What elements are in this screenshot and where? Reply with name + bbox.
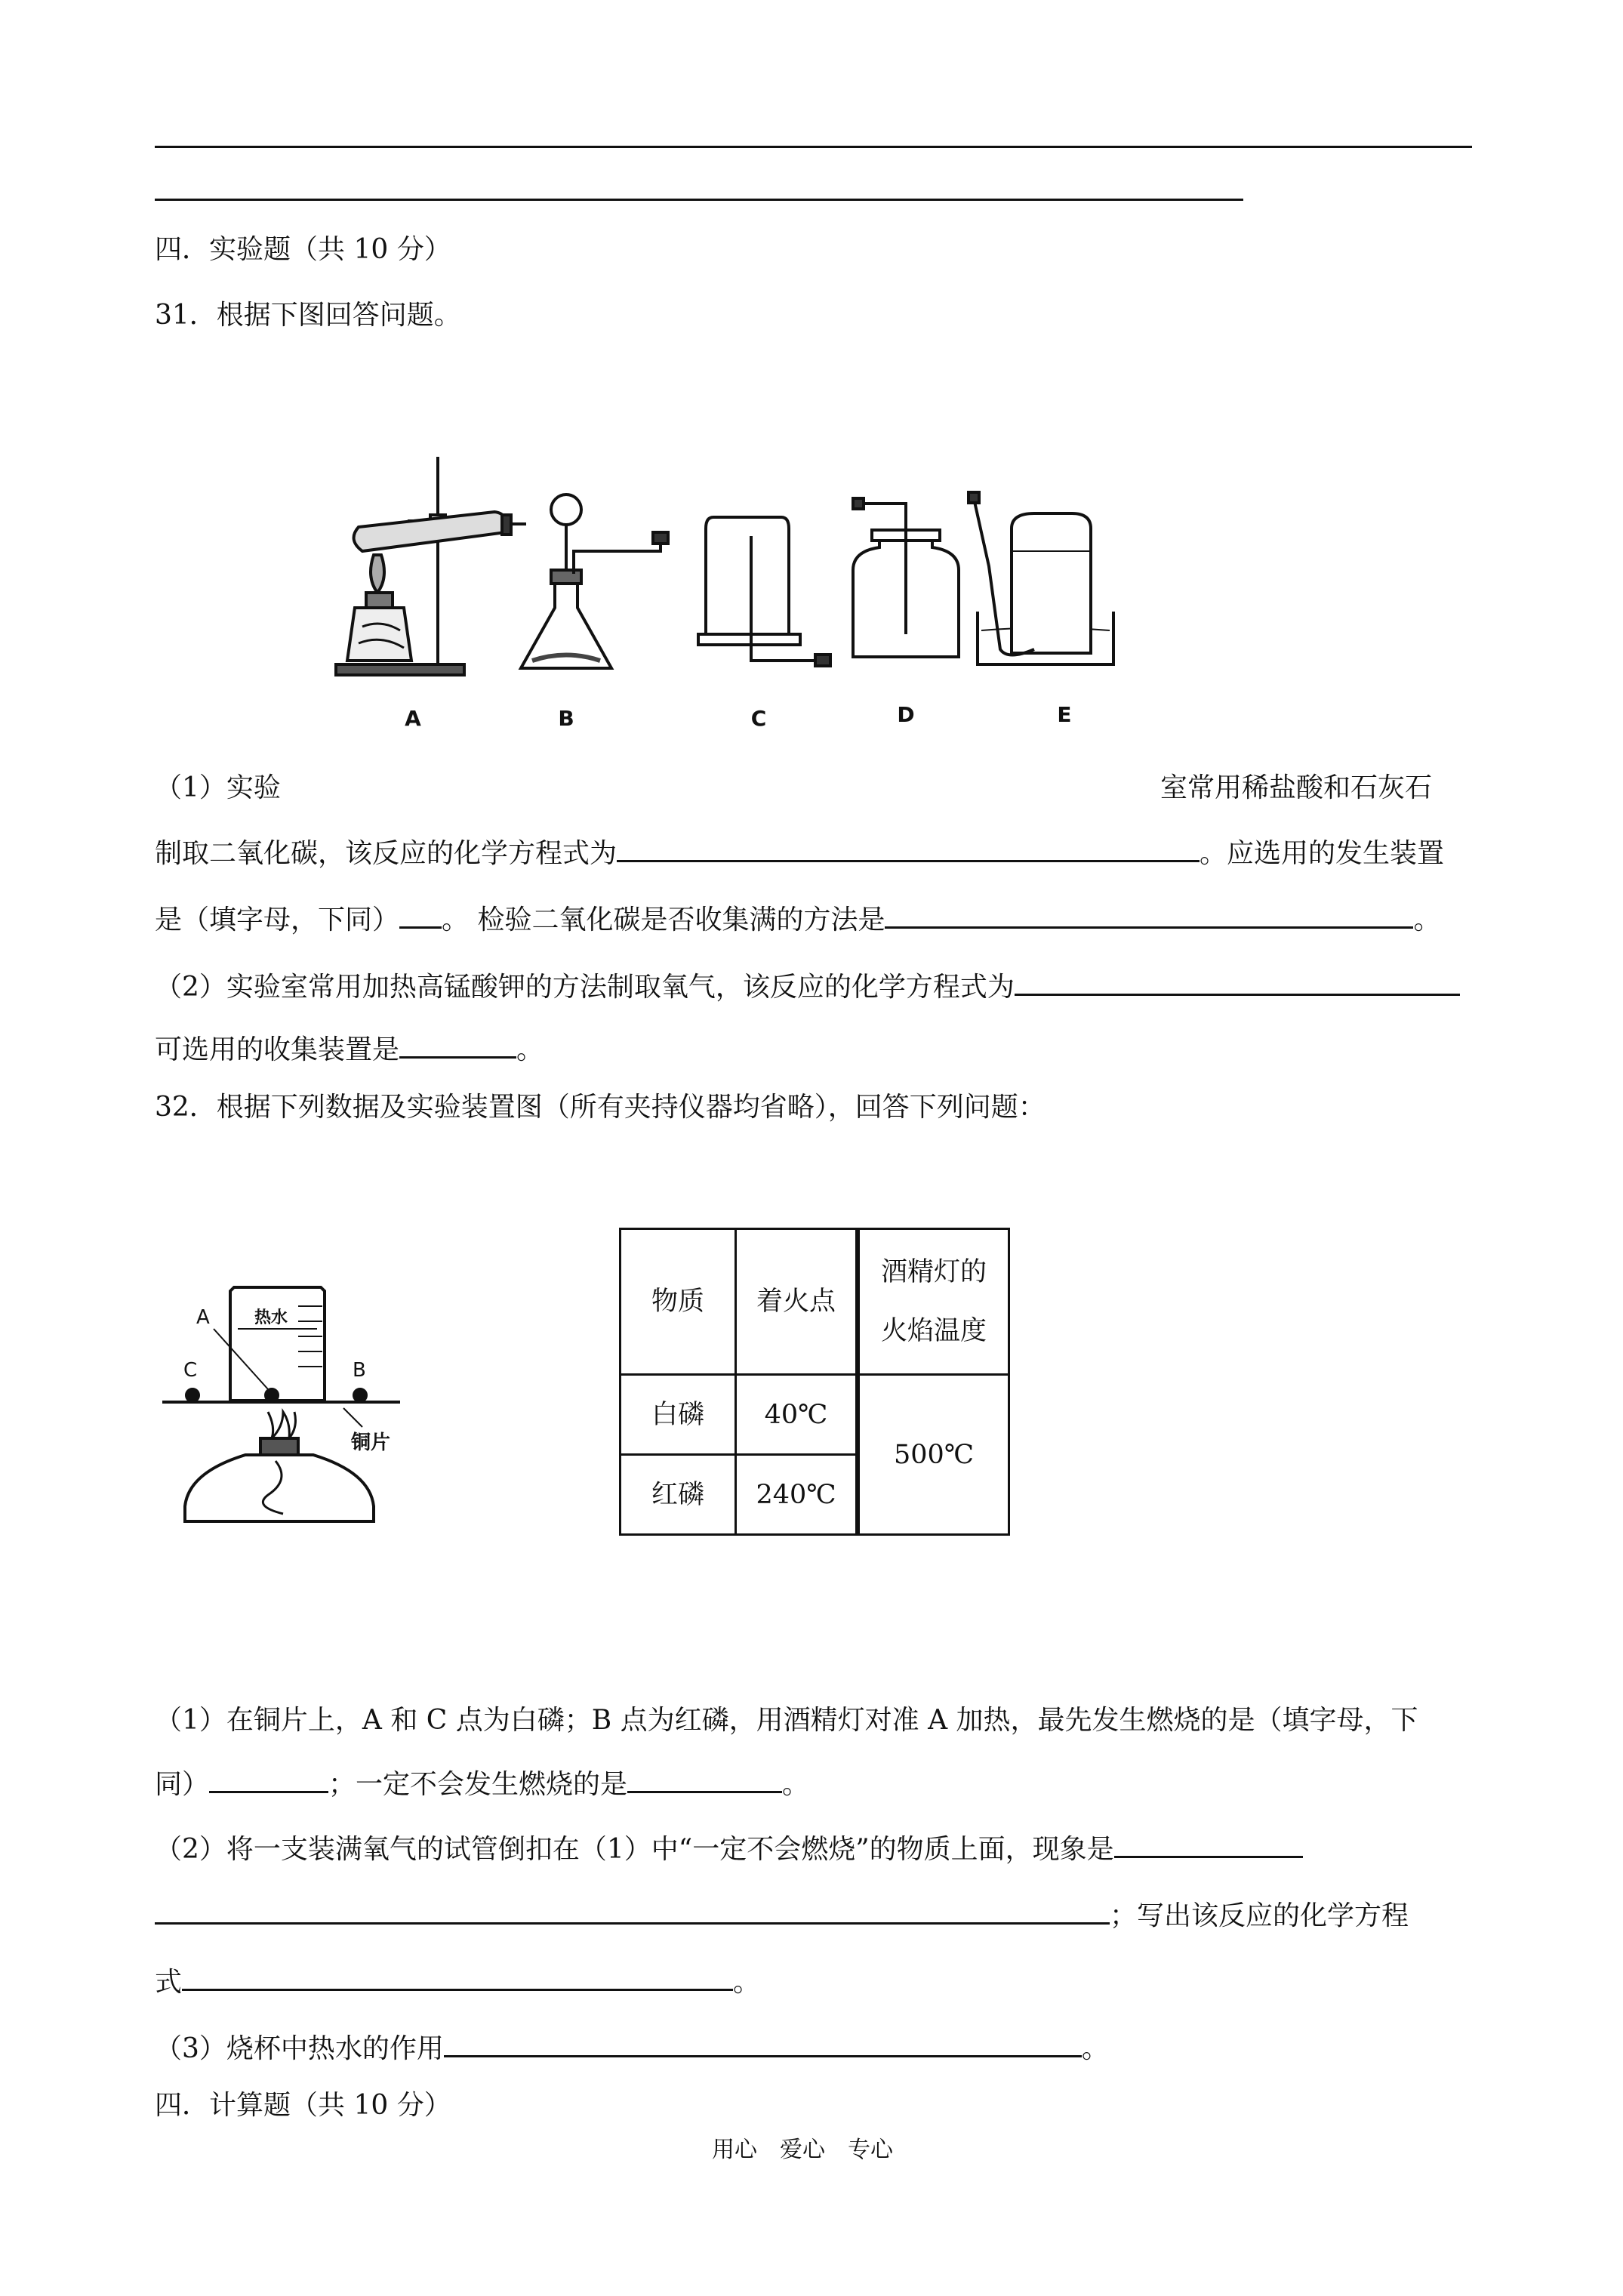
- table-cell-red-phosphorus-ignition: 240℃: [736, 1455, 858, 1535]
- section-title-experiment: 四．实验题（共 10 分）: [155, 234, 451, 265]
- q31-p2-line2-text-b: 。: [516, 1034, 544, 1065]
- answer-blank-first-burn[interactable]: [209, 1765, 328, 1793]
- q32-p1-text-a: 同）: [155, 1769, 210, 1800]
- apparatus-figure: [328, 445, 1132, 736]
- label-point-c: C: [183, 1359, 198, 1382]
- question-31-stem: 31．根据下图回答问题。: [155, 300, 461, 331]
- q31-part1-line3: [155, 901, 1440, 938]
- q32-part1-line2: [155, 1765, 809, 1803]
- answer-blank-check-full[interactable]: [885, 901, 1413, 929]
- label-copper-plate: 铜片: [351, 1432, 391, 1454]
- answer-blank-phenomenon-cont[interactable]: [155, 1897, 1110, 1925]
- q32-p2-line3-text-b: 。: [733, 1967, 761, 1998]
- q31-line2-text-b: 。应选用的发生装置: [1200, 838, 1445, 869]
- q31-part1-start: （1）实验: [155, 772, 281, 803]
- table-header-flame-temp: [858, 1229, 1009, 1375]
- apparatus-label-d: D: [897, 702, 915, 727]
- table-cell-red-phosphorus: 红磷: [621, 1455, 736, 1535]
- table-header-ignition-point: 着火点: [736, 1229, 858, 1375]
- section-title-calculation: 四．计算题（共 10 分）: [155, 2090, 451, 2121]
- answer-blank-equation-p[interactable]: [182, 1963, 733, 1991]
- q32-p3-text-a: （3）烧杯中热水的作用: [155, 2033, 444, 2064]
- answer-line-top-1: [155, 146, 1472, 148]
- table-cell-white-phosphorus: 白磷: [621, 1375, 736, 1455]
- label-point-a: A: [196, 1306, 210, 1329]
- q31-line3-text-b: 。 检验二氧化碳是否收集满的方法是: [442, 905, 885, 935]
- answer-blank-collector[interactable]: [399, 1031, 516, 1059]
- table-cell-white-phosphorus-ignition: 40℃: [736, 1375, 858, 1455]
- copper-plate-figure: [162, 1276, 411, 1533]
- q31-part1-line2: [155, 834, 1444, 872]
- apparatus-label-b: B: [558, 706, 574, 731]
- q32-part1-line1: （1）在铜片上，A 和 C 点为白磷；B 点为红磷，用酒精灯对准 A 加热，最先发生燃烧的是（填字母，下: [155, 1705, 1418, 1736]
- apparatus-drawing: [328, 445, 1132, 736]
- q32-p2-line3-text-a: 式: [155, 1967, 183, 1998]
- answer-line-top-2: [155, 199, 1243, 201]
- answer-blank-generator[interactable]: [399, 901, 442, 929]
- table-header-flame-line2: 火焰温度: [880, 1316, 987, 1346]
- q31-line3-text-a: 是（填字母，下同）: [155, 905, 400, 935]
- q32-part3: [155, 2029, 1109, 2067]
- q31-p2-text: （2）实验室常用加热高锰酸钾的方法制取氧气，该反应的化学方程式为: [155, 972, 1015, 1003]
- q32-p3-text-b: 。: [1081, 2033, 1109, 2064]
- q31-line2-text-a: 制取二氧化碳，该反应的化学方程式为: [155, 838, 617, 869]
- q31-part2-line1: [155, 968, 1460, 1006]
- q32-part2-line3: [155, 1963, 760, 2001]
- table-cell-flame-temp: 500℃: [858, 1375, 1009, 1535]
- answer-blank-equation-co2[interactable]: [617, 834, 1200, 862]
- q31-part2-line2: [155, 1031, 544, 1068]
- answer-blank-phenomenon[interactable]: [1114, 1830, 1303, 1858]
- q31-part1-continued: 室常用稀盐酸和石灰石: [1160, 772, 1433, 803]
- apparatus-label-a: A: [405, 706, 421, 731]
- apparatus-label-e: E: [1057, 702, 1072, 727]
- q31-line3-text-c: 。: [1413, 905, 1441, 935]
- label-hot-water: 热水: [254, 1308, 288, 1327]
- ignition-data-table: [619, 1228, 1010, 1536]
- table-header-flame-line1: 酒精灯的: [880, 1257, 987, 1287]
- page-footer: 用心 爱心 专心: [712, 2137, 893, 2163]
- label-point-b: B: [353, 1359, 366, 1382]
- q32-part2-line1: [155, 1830, 1303, 1868]
- q32-p2-line2-text: ；写出该反应的化学方程: [1110, 1900, 1409, 1931]
- q32-part2-line2: [155, 1897, 1409, 1934]
- q31-p2-line2-text-a: 可选用的收集装置是: [155, 1034, 400, 1065]
- apparatus-label-c: C: [750, 706, 767, 731]
- answer-blank-never-burn[interactable]: [627, 1765, 782, 1793]
- answer-blank-hot-water[interactable]: [444, 2029, 1082, 2057]
- table-header-substance: 物质: [621, 1229, 736, 1375]
- question-32-stem: 32．根据下列数据及实验装置图（所有夹持仪器均省略），回答下列问题：: [155, 1092, 1046, 1123]
- q32-p1-text-c: 。: [782, 1769, 810, 1800]
- answer-blank-equation-o2[interactable]: [1015, 968, 1460, 996]
- q32-p1-text-b: ；一定不会发生燃烧的是: [328, 1769, 628, 1800]
- q32-p2-text: （2）将一支装满氧气的试管倒扣在（1）中“一定不会燃烧”的物质上面，现象是: [155, 1834, 1114, 1865]
